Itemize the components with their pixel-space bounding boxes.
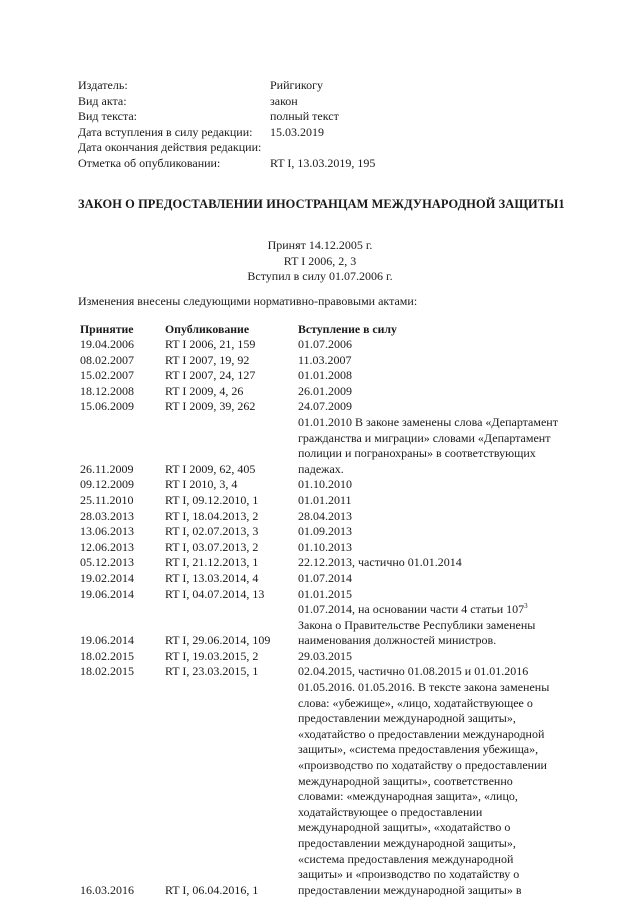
metadata-row-act-type <box>78 94 558 110</box>
table-row <box>80 680 560 898</box>
metadata-label: Вид текста: <box>78 109 138 123</box>
cell-published: RT I, 29.06.2014, 109 <box>165 633 271 648</box>
table-row <box>80 337 560 353</box>
amendments-intro: Изменения внесены следующими нормативно-правовыми актами: <box>78 294 418 308</box>
cell-in-force: 01.01.2010 В законе заменены слова «Департамент гражданства и миграции» словами «Департамент полиции и погранохраны» в соответствующих падежах. <box>298 414 558 476</box>
metadata-label: Вид акта: <box>78 93 127 108</box>
cell-published: RT I, 19.03.2015, 2 <box>165 648 259 663</box>
superscript: 3 <box>524 602 528 611</box>
cell-adopted: 18.02.2015 <box>80 648 134 663</box>
metadata-value <box>270 140 558 156</box>
cell-adopted: 18.02.2015 <box>80 664 134 679</box>
table-row <box>80 571 560 587</box>
table-row <box>80 384 560 400</box>
cell-text: Закона о Правительстве Республики заменены наименования должностей министров. <box>298 617 536 648</box>
cell-adopted: 08.02.2007 <box>80 352 134 367</box>
table-row <box>80 368 560 384</box>
cell-in-force: 01.07.2006 <box>298 337 352 351</box>
adoption-block <box>0 238 640 285</box>
cell-in-force: 28.04.2013 <box>298 508 352 523</box>
metadata-block <box>78 78 558 171</box>
table-row <box>80 415 560 477</box>
cell-published: RT I, 06.04.2016, 1 <box>165 882 259 897</box>
cell-published: RT I, 18.04.2013, 2 <box>165 508 259 523</box>
entry-into-force: Вступил в силу 01.07.2006 г. <box>247 269 393 283</box>
cell-in-force: 01.07.2014 <box>298 570 352 585</box>
cell-adopted: 15.02.2007 <box>80 368 134 383</box>
cell-published: RT I, 21.12.2013, 1 <box>165 555 259 570</box>
cell-in-force: 01.01.2008 <box>298 368 352 383</box>
metadata-value: RT I, 13.03.2019, 195 <box>270 155 376 170</box>
metadata-value: 15.03.2019 <box>270 124 324 139</box>
cell-published: RT I, 02.07.2013, 3 <box>165 524 259 539</box>
table-row <box>80 509 560 525</box>
cell-in-force: 01.10.2010 <box>298 477 352 492</box>
cell-in-force: 22.12.2013, частично 01.01.2014 <box>298 555 462 570</box>
cell-adopted: 19.06.2014 <box>80 586 134 601</box>
cell-in-force: 01.05.2016. 01.05.2016. В тексте закона заменены слова: «убежище», «лицо, ходатайствующее о предоставлении международной защиты», «ходатайство о предоставлении международной защиты», «система предоставления убежища», «производство по ходатайству о предоставлении международной защиты», соответственно словами: «международная защита», «лицо, ходатайствующее о предоставлении международной защиты», «ходатайство о предоставлении международной защиты», «система предоставления международной защиты» и «производство по ходатайству о предоставлении международной защиты» в <box>298 680 550 897</box>
publication-reference: RT I 2006, 2, 3 <box>283 253 357 268</box>
amendments-table-body <box>80 337 560 898</box>
cell-adopted: 28.03.2013 <box>80 508 134 523</box>
cell-adopted: 05.12.2013 <box>80 555 134 570</box>
cell-in-force: 02.04.2015, частично 01.08.2015 и 01.01.2016 <box>298 664 529 679</box>
table-row <box>80 649 560 665</box>
cell-text: 01.07.2014, на основании части 4 статьи 107 <box>298 602 525 617</box>
amendments-table-header <box>80 321 560 337</box>
cell-published: RT I, 04.07.2014, 13 <box>165 586 265 601</box>
metadata-label: Дата вступления в силу редакции: <box>78 124 253 139</box>
cell-adopted: 25.11.2010 <box>80 492 134 507</box>
cell-adopted: 19.02.2014 <box>80 570 134 585</box>
cell-adopted: 12.06.2013 <box>80 539 134 554</box>
cell-in-force: 01.09.2013 <box>298 524 352 539</box>
cell-adopted: 19.04.2006 <box>80 337 134 351</box>
metadata-value: полный текст <box>270 109 339 123</box>
cell-in-force: 29.03.2015 <box>298 648 352 663</box>
table-row <box>80 353 560 369</box>
table-row <box>80 555 560 571</box>
table-row <box>80 524 560 540</box>
cell-in-force: 24.07.2009 <box>298 399 352 414</box>
table-row <box>80 587 560 603</box>
cell-published: RT I 2009, 4, 26 <box>165 383 244 398</box>
cell-published: RT I, 13.03.2014, 4 <box>165 570 259 585</box>
metadata-label: Дата окончания действия редакции: <box>78 140 262 154</box>
cell-adopted: 19.06.2014 <box>80 633 134 648</box>
cell-published: RT I 2006, 21, 159 <box>165 337 256 351</box>
header-adopted: Принятие <box>80 322 134 336</box>
table-row <box>80 399 560 415</box>
table-row <box>80 664 560 680</box>
cell-in-force: 01.01.2015 <box>298 586 352 601</box>
header-published: Опубликование <box>165 322 250 336</box>
document-title: ЗАКОН О ПРЕДОСТАВЛЕНИИ ИНОСТРАНЦАМ МЕЖДУНАРОДНОЙ ЗАЩИТЫ1 <box>78 197 565 211</box>
table-row <box>80 540 560 556</box>
metadata-row-publisher <box>78 78 558 94</box>
cell-published: RT I 2009, 39, 262 <box>165 399 256 414</box>
cell-adopted: 15.06.2009 <box>80 399 134 414</box>
cell-adopted: 09.12.2009 <box>80 477 134 492</box>
cell-published: RT I, 09.12.2010, 1 <box>165 492 259 507</box>
table-row <box>80 477 560 493</box>
metadata-label: Отметка об опубликовании: <box>78 155 221 170</box>
metadata-row-publication-note <box>78 156 558 172</box>
cell-in-force: 11.03.2007 <box>298 352 352 367</box>
cell-published: RT I 2007, 24, 127 <box>165 368 256 383</box>
metadata-label: Издатель: <box>78 78 128 92</box>
table-row <box>80 493 560 509</box>
metadata-value: закон <box>270 93 298 108</box>
cell-in-force: 01.01.2011 <box>298 492 352 507</box>
cell-in-force: 01.10.2013 <box>298 539 352 554</box>
metadata-value: Рийгикогу <box>270 78 324 92</box>
cell-adopted: 13.06.2013 <box>80 524 134 539</box>
amendments-table <box>80 321 560 898</box>
cell-adopted: 26.11.2009 <box>80 461 134 476</box>
table-row <box>80 602 560 649</box>
cell-in-force: 26.01.2009 <box>298 383 352 398</box>
cell-published: RT I 2009, 62, 405 <box>165 461 256 476</box>
header-in-force: Вступление в силу <box>298 322 397 336</box>
cell-adopted: 16.03.2016 <box>80 882 134 897</box>
metadata-row-entry-date <box>78 125 558 141</box>
cell-published: RT I 2007, 19, 92 <box>165 352 250 367</box>
cell-published: RT I 2010, 3, 4 <box>165 477 238 492</box>
cell-published: RT I, 23.03.2015, 1 <box>165 664 259 679</box>
cell-published: RT I, 03.07.2013, 2 <box>165 539 259 554</box>
cell-in-force <box>298 602 560 649</box>
cell-adopted: 18.12.2008 <box>80 383 134 398</box>
metadata-row-end-date <box>78 140 558 156</box>
adopted-date: Принят 14.12.2005 г. <box>267 238 373 252</box>
metadata-row-text-type <box>78 109 558 125</box>
